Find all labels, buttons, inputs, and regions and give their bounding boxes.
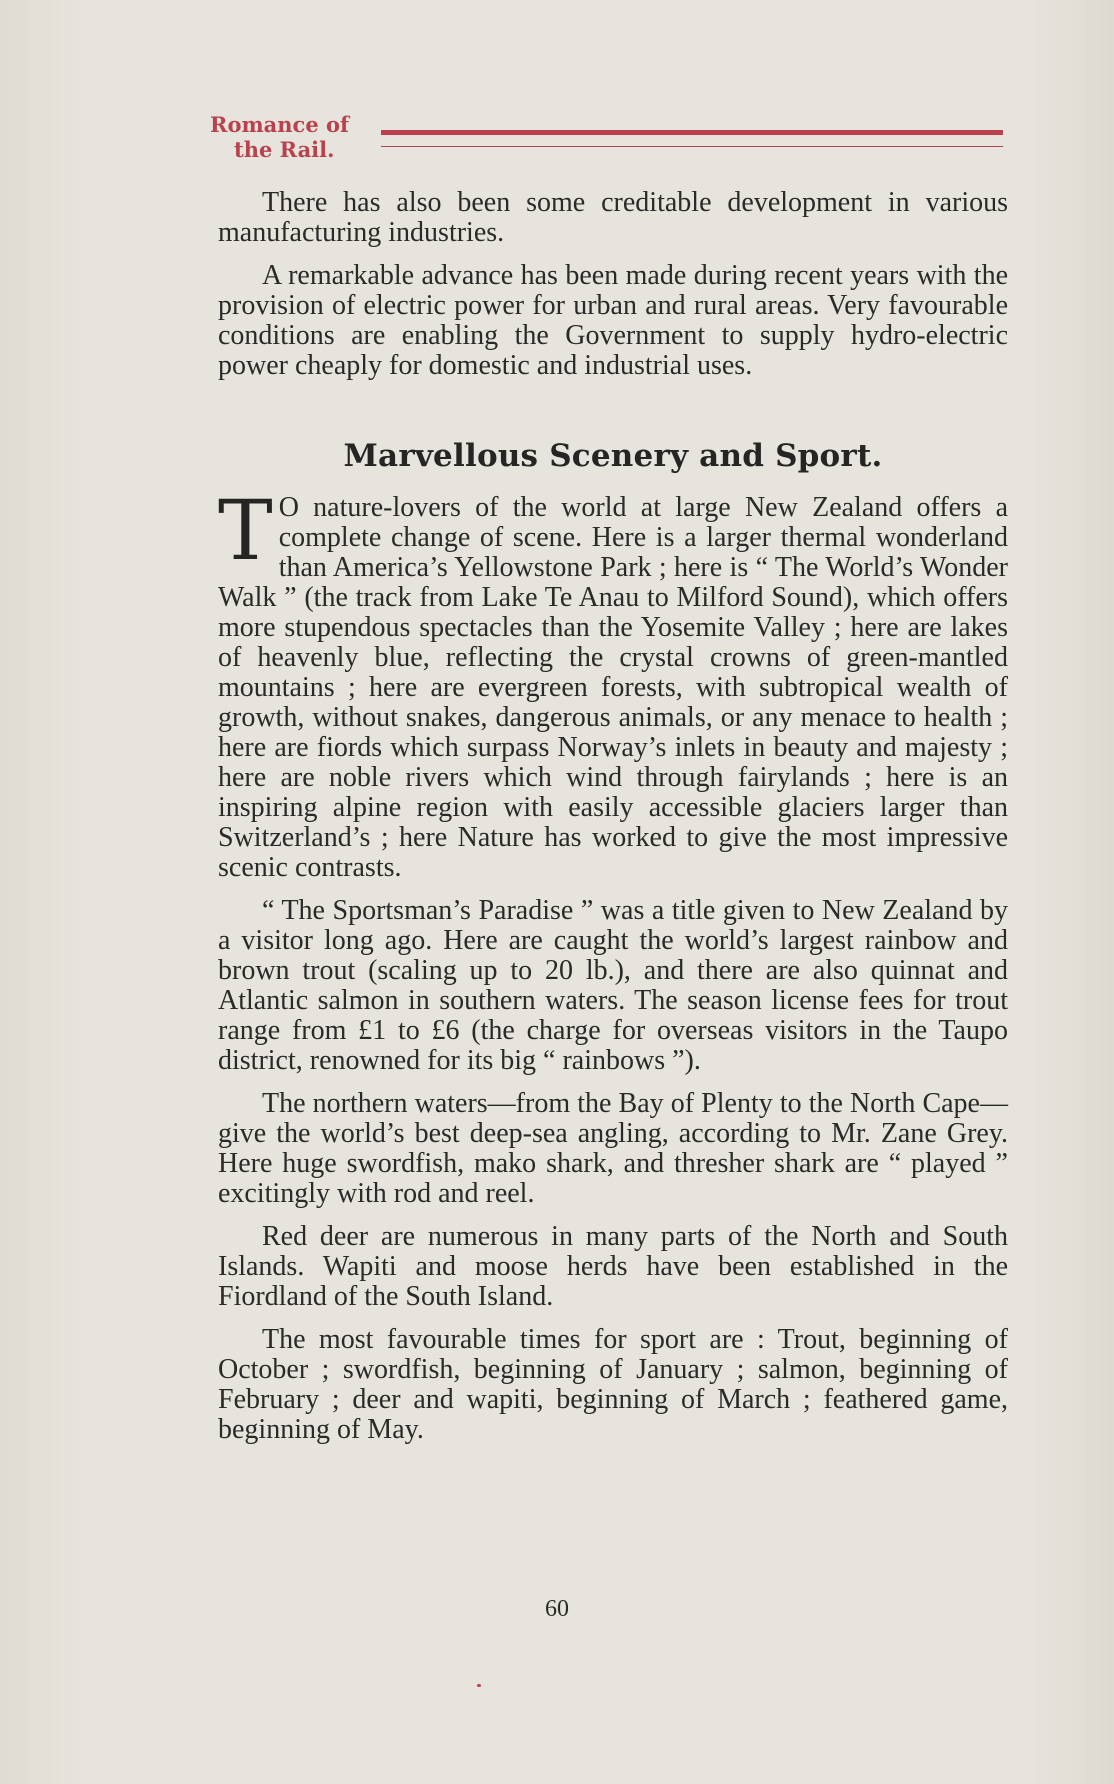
running-head-line-1: Romance of xyxy=(210,112,350,137)
page-body xyxy=(218,188,1008,1458)
header-rule-thick xyxy=(381,130,1003,135)
running-head xyxy=(210,112,349,162)
section-paragraph-sport-times: The most favourable times for sport are : Trout, beginning of October ; swordfish, beginning of January ; salmon, beginning of February ; deer and wapiti, beginning of March ; feathered game, beginning of May. xyxy=(218,1324,1008,1445)
drop-cap-letter: T xyxy=(218,484,273,579)
running-head-line-2: the Rail. xyxy=(234,137,335,162)
section-paragraph-deep-sea: The northern waters—from the Bay of Plenty to the North Cape—give the world’s best deep-sea angling, according to Mr. Zane Grey. Here huge swordfish, mako shark, and thresher shark are “ played ” excitingly with rod and reel. xyxy=(218,1088,1008,1209)
section-heading: Marvellous Scenery and Sport. xyxy=(343,438,883,474)
section-paragraph-deer: Red deer are numerous in many parts of the North and South Islands. Wapiti and moose herds have been established in the Fiordland of the South Island. xyxy=(218,1221,1008,1312)
header-rule-thin xyxy=(381,146,1003,147)
page-number: 60 xyxy=(545,1596,569,1622)
scenery-paragraph-text: O nature-lovers of the world at large New Zealand offers a complete change of scene. Here is a larger thermal wonderland than America’s Yellowstone Park ; here is “ The World’s Wonder Walk ” (the track from Lake Te Anau to Milford Sound), which offers more stupendous spectacles than the Yosemite Valley ; here are lakes of heavenly blue, reflecting the crystal crowns of green-mantled mountains ; here are evergreen forests, with subtropical wealth of growth, without snakes, dangerous animals, or any menace to health ; here are fiords which surpass Norway’s inlets in beauty and majesty ; here are noble rivers which wind through fairylands ; here is an inspiring alpine region with easily accessible glaciers larger than Switzerland’s ; here Nature has worked to give the most impressive scenic contrasts. xyxy=(218,492,1008,883)
section-paragraph-scenery xyxy=(218,484,1008,883)
ink-speck xyxy=(477,1684,481,1687)
body-paragraph-electric-power: A remarkable advance has been made during recent years with the provision of electric power for urban and rural areas. Very favourable conditions are enabling the Government to supply hydro-electric power cheaply for domestic and industrial uses. xyxy=(218,260,1008,381)
section-paragraph-sportsman: “ The Sportsman’s Paradise ” was a title given to New Zealand by a visitor long ago. Here are caught the world’s largest rainbow and brown trout (scaling up to 20 lb.), and there are also quinnat and Atlantic salmon in southern waters. The season license fees for trout range from £1 to £6 (the charge for overseas visitors in the Taupo district, renowned for its big “ rainbows ”). xyxy=(218,895,1008,1076)
body-paragraph-manufacturing: There has also been some creditable development in various manufacturing industries. xyxy=(218,187,1008,248)
